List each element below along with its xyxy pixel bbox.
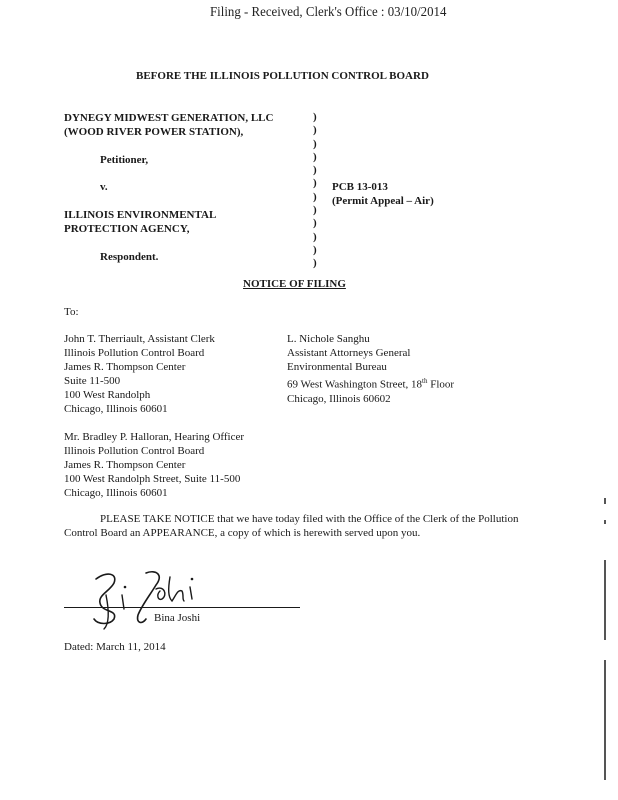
board-title: BEFORE THE ILLINOIS POLLUTION CONTROL BOARD <box>136 70 429 82</box>
caption-paren: ) <box>313 111 317 123</box>
caption-paren: ) <box>313 217 317 230</box>
respondent-name-line2: PROTECTION AGENCY, <box>64 223 190 235</box>
address-line: Assistant Attorneys General <box>287 347 411 359</box>
caption-paren: ) <box>313 204 317 217</box>
scan-edge-mark <box>604 560 606 640</box>
caption-paren: ) <box>313 257 317 270</box>
respondent-name-line1: ILLINOIS ENVIRONMENTAL <box>64 209 217 221</box>
address-line: Environmental Bureau <box>287 361 387 373</box>
to-label: To: <box>64 306 79 318</box>
address-line: Chicago, Illinois 60601 <box>64 487 168 499</box>
caption-paren: ) <box>313 164 317 177</box>
hearing-officer-address-block <box>64 430 244 500</box>
address-line: 100 West Randolph Street, Suite 11-500 <box>64 473 241 485</box>
case-number: PCB 13-013 <box>332 181 388 193</box>
address-line: Chicago, Illinois 60601 <box>64 403 168 415</box>
address-line: John T. Therriault, Assistant Clerk <box>64 333 215 345</box>
attorney-address-block <box>287 332 454 406</box>
scan-edge-mark <box>604 660 606 780</box>
case-type: (Permit Appeal – Air) <box>332 195 434 207</box>
scan-edge-mark <box>604 498 606 504</box>
caption-paren: ) <box>313 137 317 150</box>
signature-line <box>64 607 300 608</box>
caption-paren: ) <box>313 177 317 190</box>
address-line: Illinois Pollution Control Board <box>64 347 205 359</box>
caption-paren: ) <box>313 230 317 243</box>
petitioner-name-line1: DYNEGY MIDWEST GENERATION, LLC <box>64 112 274 124</box>
respondent-label: Respondent. <box>100 251 159 263</box>
versus: v. <box>100 181 108 193</box>
caption-paren: ) <box>313 243 317 256</box>
petitioner-name-line2: (WOOD RIVER POWER STATION), <box>64 126 244 138</box>
address-line: Chicago, Illinois 60602 <box>287 392 391 405</box>
address-line: Illinois Pollution Control Board <box>64 445 205 457</box>
dated-line: Dated: March 11, 2014 <box>64 641 166 653</box>
caption-paren: ) <box>313 150 317 163</box>
petitioner-label: Petitioner, <box>100 154 149 166</box>
clerk-address-block <box>64 332 215 416</box>
notice-body: PLEASE TAKE NOTICE that we have today filed with the Office of the Clerk of the Pollution Control Board an APPEARANCE, a copy of which is herewith served upon you. <box>64 513 519 539</box>
caption-paren: ) <box>313 124 317 137</box>
address-line: Suite 11-500 <box>64 375 121 387</box>
address-line: 100 West Randolph <box>64 389 151 401</box>
address-line: 69 West Washington Street, 18th Floor <box>287 377 455 391</box>
signer-name: Bina Joshi <box>154 612 201 624</box>
caption-paren: ) <box>313 190 317 203</box>
address-line: James R. Thompson Center <box>64 361 186 373</box>
address-line: L. Nichole Sanghu <box>287 333 370 345</box>
caption-parentheses <box>313 111 317 271</box>
filing-stamp: Filing - Received, Clerk's Office : 03/10/2014 <box>210 5 447 20</box>
address-line: Mr. Bradley P. Halloran, Hearing Officer <box>64 431 245 443</box>
address-line: James R. Thompson Center <box>64 459 186 471</box>
scan-edge-mark <box>604 520 606 524</box>
notice-title: NOTICE OF FILING <box>243 278 346 290</box>
